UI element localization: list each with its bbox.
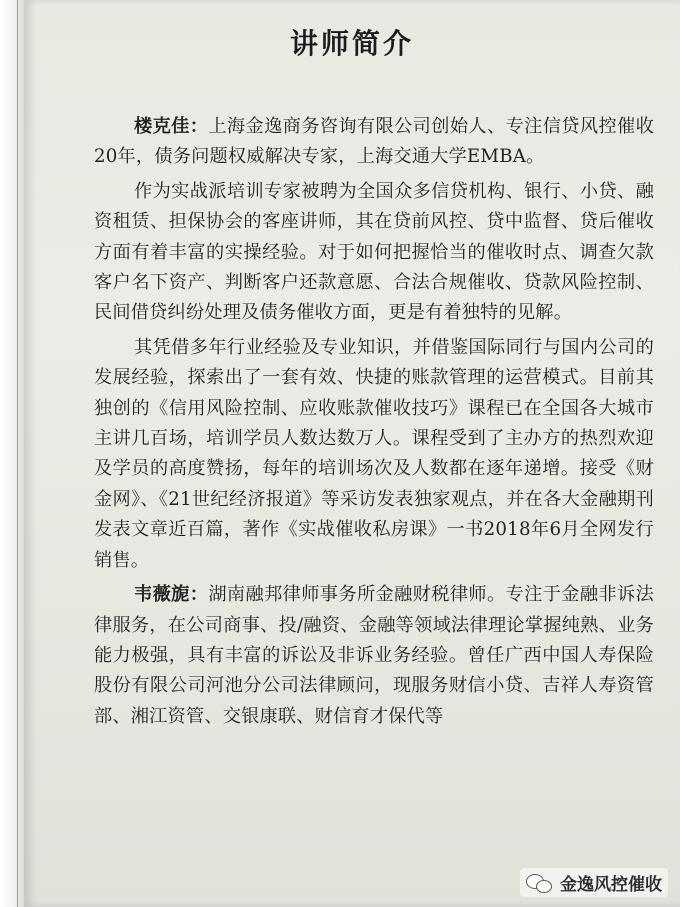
paragraph-text-1: 上海金逸商务咨询有限公司创始人、专注信贷风控催收20年，债务问题权威解决专家，上海交通大学EMBA。: [94, 116, 654, 168]
wechat-icon: [526, 872, 554, 894]
paragraph-4: [94, 580, 654, 732]
lecturer-name-1: 楼克佳：: [134, 116, 209, 137]
paragraph-2: [94, 177, 654, 329]
paragraph-text-2: 作为实战派培训专家被聘为全国众多信贷机构、银行、小贷、融资租赁、担保协会的客座讲师，其在贷前风控、贷中监督、贷后催收方面有着丰富的实操经验。对于如何把握恰当的催收时点、调查欠款客户名下资产、判断客户还款意愿、合法合规催收、贷款风险控制、民间借贷纠纷处理及债务催收方面，更是有着独特的见解。: [94, 180, 654, 324]
wechat-watermark: [520, 868, 668, 897]
watermark-text: 金逸风控催收: [560, 875, 662, 895]
page-title: 讲师简介: [289, 27, 414, 60]
page-edge-line: [17, 0, 18, 907]
document-body: [94, 112, 654, 736]
lecturer-name-2: 韦薇旎：: [134, 584, 209, 606]
paragraph-3: [94, 333, 654, 576]
left-page-edge: [0, 0, 24, 907]
paragraph-text-4: 湖南融邦律师事务所金融财税律师。专注于金融非诉法律服务，在公司商事、投/融资、金融等领域法律理论掌握纯熟、业务能力极强，具有丰富的诉讼及非诉业务经验。曾任广西中国人寿保险股份有限公司河池分公司法律顾问，现服务财信小贷、吉祥人寿资管部、湘江资管、交银康联、财信育才保代等: [94, 584, 654, 727]
paragraph-1: [94, 112, 654, 173]
paragraph-text-3: 其凭借多年行业经验及专业知识，并借鉴国际同行与国内公司的发展经验，探索出了一套有效、快捷的账款管理的运营模式。目前其独创的《信用风险控制、应收账款催收技巧》课程已在全国各大城市主讲几百场，培训学员人数达数万人。课程受到了主办方的热烈欢迎及学员的高度赞扬，每年的培训场次及人数都在逐年递增。接受《财金网》、《21世纪经济报道》等采访发表独家观点，并在各大金融期刊发表文章近百篇，著作《实战催收私房课》一书2018年6月全网发行销售。: [94, 336, 654, 571]
document-page: [24, 0, 680, 907]
